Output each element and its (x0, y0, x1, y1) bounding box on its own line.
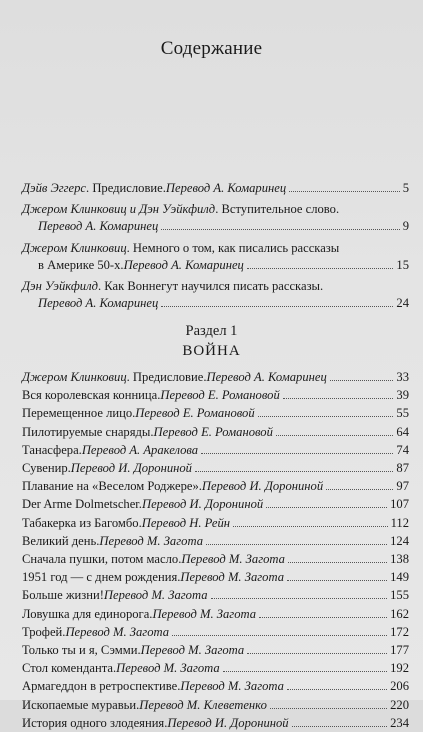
dot-leader (258, 416, 394, 417)
dot-leader (270, 708, 387, 709)
entry-translator: Перевод Н. Рейн (141, 515, 231, 530)
entry-translator: Перевод Е. Романовой (135, 406, 255, 421)
entry-page-number: 155 (390, 588, 409, 603)
entry-title: Ископаемые муравьи. (22, 697, 140, 712)
entry-title: Армагеддон в ретроспективе. (22, 679, 181, 694)
entry-title: . Предисловие. (86, 181, 166, 195)
dot-leader (330, 380, 394, 381)
entry-title: Только ты и я, Сэмми. (22, 643, 141, 657)
entry-translator: Перевод М. Загота (181, 552, 285, 566)
dot-leader (223, 671, 387, 672)
entry-page-number: 206 (390, 679, 409, 694)
entry-page-number: 9 (402, 219, 409, 233)
entry-translator: Перевод Е. Романовой (153, 424, 273, 439)
toc-entry[interactable] (22, 533, 409, 550)
entry-translator: Перевод М. Загота (99, 533, 203, 548)
entry-translator: Перевод А. Комаринец (165, 181, 287, 195)
dot-leader (201, 453, 393, 454)
entry-page-number: 112 (390, 515, 409, 530)
toc-entry[interactable] (22, 387, 409, 404)
entry-title: Стол коменданта. (22, 661, 117, 676)
entry-page-number: 97 (396, 479, 409, 494)
section-number: Раздел 1 (185, 323, 238, 339)
entry-title: История одного злодеяния. (22, 715, 168, 730)
toc-entry-foreword-eggers[interactable] (22, 180, 409, 197)
entry-author: Дэн Уэйкфилд (22, 279, 98, 293)
entry-title: Больше жизни! (22, 588, 104, 603)
entry-title: Вся королевская конница. (22, 388, 161, 403)
entry-title: Пилотируемые снаряды. (22, 424, 154, 439)
entry-page-number: 192 (390, 661, 409, 676)
toc-entry[interactable] (22, 460, 409, 477)
dot-leader (161, 229, 399, 230)
dot-leader (288, 562, 387, 563)
entry-translator: Перевод М. Загота (103, 588, 208, 603)
dot-leader (326, 489, 393, 490)
entry-translator: Перевод М. Загота (180, 570, 285, 585)
toc-entry[interactable] (22, 678, 409, 695)
toc-entry[interactable] (22, 697, 409, 714)
entry-page-number: 162 (390, 606, 409, 621)
entry-page-number: 55 (396, 406, 409, 421)
entry-author: Дэйв Эггерс (22, 181, 87, 195)
entry-title: 1951 год — с днем рождения. (22, 570, 181, 585)
dot-leader (266, 507, 387, 508)
toc-entry-how-vonnegut-learned[interactable] (22, 278, 409, 312)
entry-translator: Перевод А. Комаринец (38, 219, 159, 233)
entry-page-number: 74 (396, 442, 409, 457)
entry-title: Сувенир. (22, 461, 71, 475)
dot-leader (276, 435, 394, 436)
toc-entry[interactable] (22, 442, 409, 459)
entry-title: Танасфера. (22, 442, 82, 457)
toc-entry[interactable] (22, 624, 409, 641)
entry-page-number: 64 (396, 424, 409, 439)
entry-title: . Как Воннегут научился писать рассказы. (97, 279, 324, 293)
dot-leader (247, 653, 387, 654)
entry-page-number: 24 (396, 296, 409, 310)
entry-page-number: 138 (390, 552, 409, 566)
entry-title: . Вступительное слово. (215, 202, 340, 216)
toc-entry[interactable] (22, 660, 409, 677)
dot-leader (172, 635, 387, 636)
toc-entry-stories-50s[interactable] (22, 240, 409, 274)
toc-entry[interactable] (22, 515, 409, 532)
entry-translator: Перевод М. Загота (65, 624, 170, 639)
toc-entry-introduction[interactable] (22, 201, 409, 235)
dot-leader (195, 471, 393, 472)
dot-leader (233, 526, 388, 527)
toc-entry[interactable] (22, 587, 409, 604)
entry-page-number: 177 (390, 643, 409, 657)
entry-translator: Перевод А. Комаринец (123, 258, 244, 272)
dot-leader (283, 398, 394, 399)
toc-entry[interactable] (22, 424, 409, 441)
entry-translator: Перевод И. Дорониной (141, 497, 264, 512)
entry-page-number: 39 (396, 388, 409, 403)
entry-title: Великий день. (22, 533, 100, 548)
dot-leader (206, 544, 387, 545)
toc-entry[interactable] (22, 606, 409, 623)
toc-entry[interactable] (22, 642, 409, 659)
entry-title: Сначала пушки, потом масло. (22, 552, 182, 566)
entry-translator: Перевод М. Клеветенко (139, 697, 267, 712)
dot-leader (259, 617, 387, 618)
dot-leader (289, 191, 400, 192)
toc-entry[interactable] (22, 478, 409, 495)
entry-page-number: 124 (390, 533, 409, 548)
entry-title-continued: в Америке 50-х. (38, 258, 124, 272)
entry-title: . Немного о том, как писались рассказы (126, 241, 340, 255)
entry-title: Плавание на «Веселом Роджере». (22, 479, 202, 494)
entry-page-number: 220 (390, 697, 409, 712)
entry-title: Перемещенное лицо. (22, 406, 136, 421)
entry-author: Джером Клинковиц и Дэн Уэйкфилд (22, 202, 216, 216)
entry-page-number: 15 (396, 258, 409, 272)
entry-author: Джером Клинковиц (22, 241, 127, 255)
entry-translator: Перевод М. Загота (152, 606, 257, 621)
entry-title: Табакерка из Багомбо. (22, 515, 142, 530)
entry-title: Ловушка для единорога. (22, 606, 153, 621)
toc-entry[interactable] (22, 715, 409, 732)
entry-page-number: 33 (396, 370, 409, 384)
entry-page-number: 234 (390, 715, 409, 730)
entry-translator: Перевод М. Загота (180, 679, 284, 694)
entry-translator: Перевод А. Комаринец (38, 296, 159, 310)
dot-leader (161, 306, 393, 307)
section-name: ВОЙНА (182, 343, 241, 359)
toc-entry[interactable] (22, 369, 409, 386)
entry-page-number: 5 (402, 181, 409, 195)
entry-translator: Перевод И. Дорониной (167, 715, 289, 730)
page-title: Содержание (160, 38, 263, 59)
entry-title: . Предисловие. (126, 370, 207, 384)
entry-page-number: 149 (390, 570, 409, 585)
entry-page-number: 172 (390, 624, 409, 639)
entry-translator: Перевод М. Загота (140, 643, 245, 657)
entry-title: Трофей. (22, 624, 66, 639)
entry-page-number: 87 (396, 461, 409, 475)
entry-translator: Перевод Е. Романовой (160, 388, 280, 403)
entry-translator: Перевод И. Дорониной (201, 479, 324, 494)
entry-translator: Перевод М. Загота (116, 661, 220, 676)
entry-page-number: 107 (390, 497, 409, 512)
dot-leader (287, 689, 387, 690)
toc-entry[interactable] (22, 551, 409, 568)
entry-translator: Перевод А. Аракелова (81, 442, 199, 457)
toc-entry[interactable] (22, 496, 409, 513)
entry-translator: Перевод И. Дорониной (70, 461, 192, 475)
dot-leader (247, 268, 394, 269)
dot-leader (211, 598, 388, 599)
entry-title: Der Arme Dolmetscher. (22, 497, 142, 512)
entry-translator: Перевод А. Комаринец (206, 370, 327, 384)
dot-leader (287, 580, 387, 581)
dot-leader (292, 726, 388, 727)
toc-entry[interactable] (22, 405, 409, 422)
entry-author: Джером Клинковиц (22, 370, 127, 384)
toc-entry[interactable] (22, 569, 409, 586)
